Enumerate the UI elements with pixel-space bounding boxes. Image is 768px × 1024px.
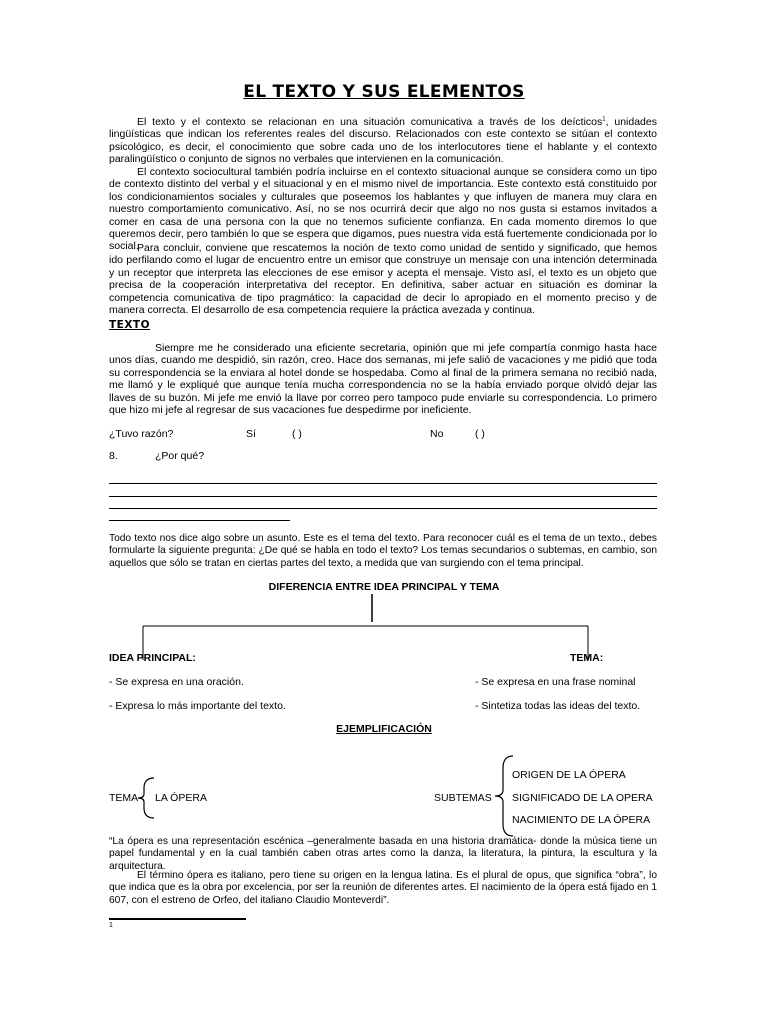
intro-p1-start: El texto y el contexto se relacionan en una situación comunicativa a través de los deícticos (137, 116, 603, 128)
example-tema-label: TEMA (109, 792, 139, 804)
subtema-2: SIGNIFICADO DE LA OPERA (512, 792, 653, 804)
footnote-reference[interactable]: 1 (602, 116, 606, 123)
texto-body: Siempre me he considerado una eficiente secretaria, opinión que mi jefe compartía conmigo hasta hace unos días, cuando me despidió, sin razón, creo. Hace dos semanas, mi jefe salió de vacaciones y me pidió que toda su correspondencia se la enviara al hotel donde se hospedaba. Como al final de la primera semana no recibió nada, me llamó y le expliqué que aunque tenía mucha correspondencia no se la había enviado porque olvidó dejar las llaves de su buzón. Mi jefe me envió la llave por correo pero tampoco pude enviarle su correspondencia. Lo primero que hizo mi jefe al regresar de sus vacaciones fue despedirme por ineficiente. (109, 342, 657, 417)
tema-title: TEMA: (570, 652, 604, 664)
tema-brace-icon (136, 776, 156, 820)
idea-principal-title: IDEA PRINCIPAL: (109, 652, 196, 664)
intro-paragraph-2: El contexto sociocultural también podría incluirse en el contexto situacional aunque se considera como un tipo de contexto distinto del verbal y el situacional y en el mismo nivel de importancia. Este contexto está constituido por los condicionamientos sociales y culturales que poseemos los hablantes y que influyen de manera muy clara en nuestro comportamiento comunicativo. Así, no se nos ocurrirá decir que algo no nos gusta si estamos invitados a comer en casa de una persona con la que no tenemos suficiente confianza. En cada momento diremos lo que queremos decir, pero también lo que se espera que digamos, pues nuestra vida está fuertemente condicionada por lo social. (109, 166, 657, 253)
question-2: ¿Por qué? (155, 450, 205, 462)
answer-yes-label: Sí (246, 428, 256, 440)
answer-line-2[interactable] (109, 496, 657, 497)
diagram-heading: DIFERENCIA ENTRE IDEA PRINCIPAL Y TEMA (268, 581, 500, 593)
answer-line-1[interactable] (109, 483, 657, 484)
intro-paragraph-3: Para concluir, conviene que rescatemos la noción de texto como unidad de sentido y significado, que hemos ido perfilando como el lugar de encuentro entre un emisor que construye un mensaje con una intención determinada y un receptor que interpreta las elecciones de ese emisor y acepta el mensaje. Visto así, el texto es un objeto que precisa de la cooperación interpretativa del receptor. En definitiva, saber actuar en situación es dominar la competencia comunicativa de tipo pragmático: la capacidad de decir lo apropiado en el momento preciso y de manera correcta. El desarrollo de esa competencia requiere la práctica avezada y continua. (109, 242, 657, 317)
example-tema-value: LA ÓPERA (155, 792, 207, 804)
footnote-separator (109, 918, 246, 920)
example-heading: EJEMPLIFICACIÓN (336, 723, 432, 735)
answer-line-4[interactable] (109, 520, 290, 521)
example-subtemas-label: SUBTEMAS (434, 792, 492, 804)
footnote-number: 1 (109, 922, 113, 929)
question-1: ¿Tuvo razón? (109, 428, 174, 440)
tema-item-1: - Se expresa en una frase nominal (475, 676, 636, 688)
idea-principal-item-2: - Expresa lo más importante del texto. (109, 700, 286, 712)
opera-paragraph-1: “La ópera es una representación escénica –generalmente basada en una historia dramática- donde la música tiene un papel fundamental y en la cual también caben otras artes como la danza, la literatura, la pintura, la escultura y la arquitectura. (109, 836, 657, 872)
idea-principal-item-1: - Se expresa en una oración. (109, 676, 244, 688)
answer-no-box[interactable]: ( ) (475, 428, 485, 440)
opera-paragraph-2: El término ópera es italiano, pero tiene su origen en la lengua latina. Es el plural de opus, que significa “obra”, lo que indica que es la obra por excelencia, por ser la reunión de diferentes artes. El nacimiento de la ópera está fijado en 1 607, con el estreno de Orfeo, del italiano Claudio Monteverdi”. (109, 870, 657, 906)
texto-heading: TEXTO (109, 319, 151, 331)
subtema-3: NACIMIENTO DE LA ÓPERA (512, 814, 651, 826)
tema-paragraph: Todo texto nos dice algo sobre un asunto. Este es el tema del texto. Para reconocer cuál es el tema de un texto., debes formularte la siguiente pregunta: ¿De qué se habla en todo el texto? Los temas secundarios o subtemas, en cambio, son aquellos que sólo se tratan en ciertas partes del texto, a medida que van surgiendo con el tema principal. (109, 533, 657, 569)
page-title: EL TEXTO Y SUS ELEMENTOS (243, 82, 525, 102)
question-number: 8. (109, 450, 118, 462)
answer-no-label: No (430, 428, 444, 440)
intro-paragraph-1 (109, 116, 657, 166)
subtema-1: ORIGEN DE LA ÓPERA (512, 769, 626, 781)
intro-p1-end: , unidades lingüísticas que indican los referentes reales del discurso. Relacionados con este contexto se sitúan el contexto psicológico, es decir, el conocimiento que sobre cada uno de los interlocutores tiene el hablante y el contexto paralingüístico o conjunto de signos no verbales que intervienen en la comunicación. (109, 116, 657, 166)
answer-yes-box[interactable]: ( ) (292, 428, 302, 440)
answer-line-3[interactable] (109, 508, 657, 509)
tema-item-2: - Sintetiza todas las ideas del texto. (475, 700, 641, 712)
